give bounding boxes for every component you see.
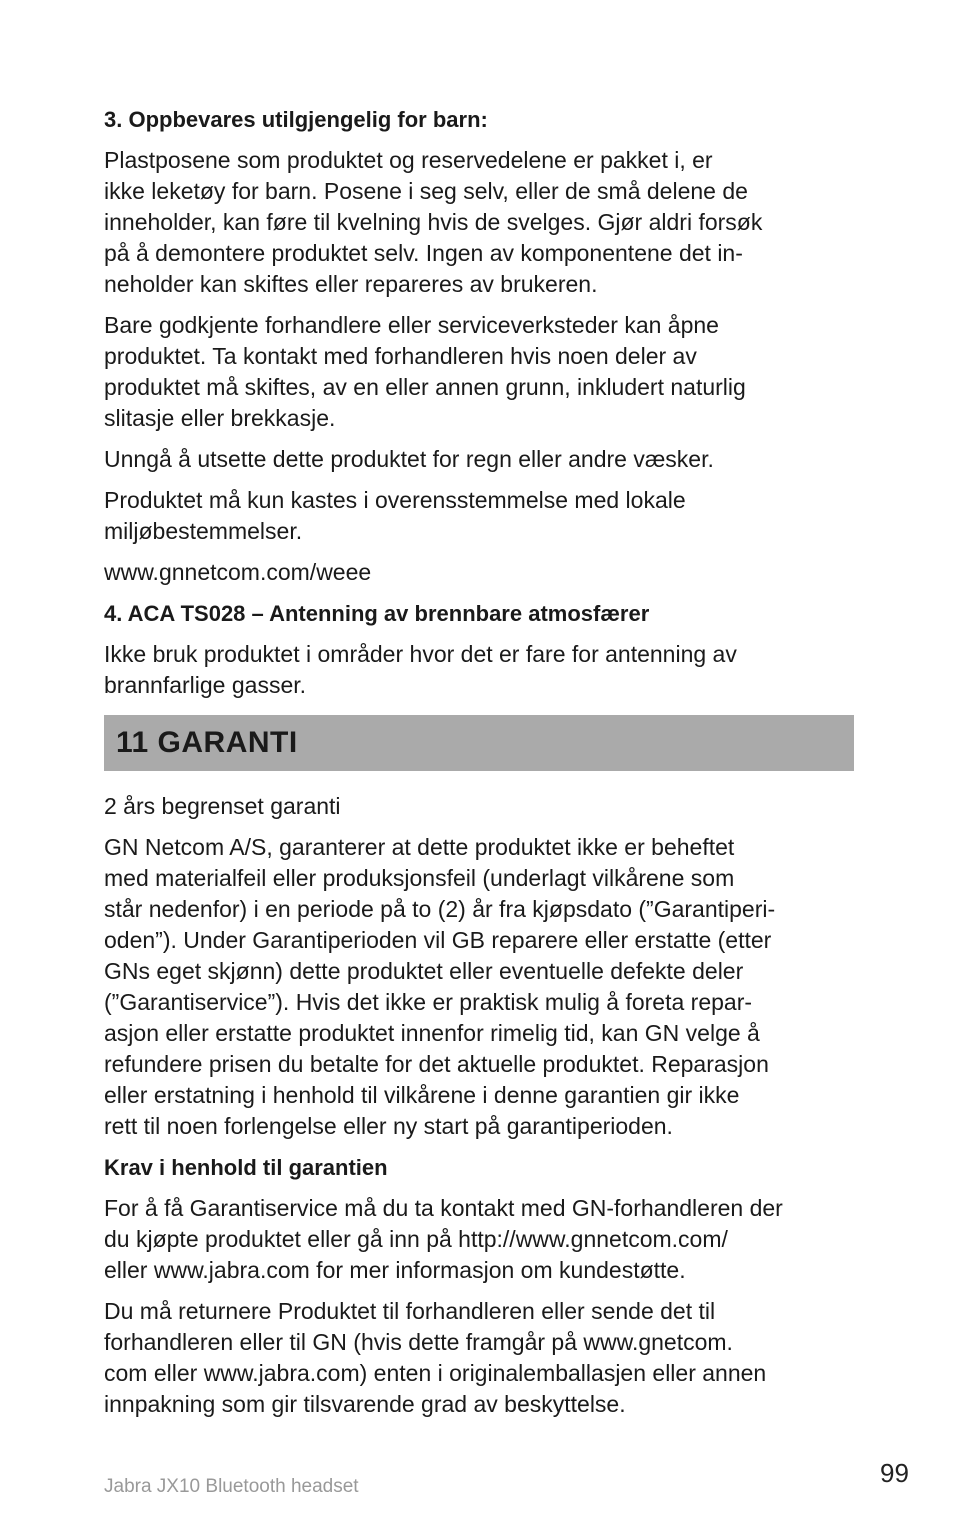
page-content [104,104,854,1430]
page-number: 99 [880,1458,909,1488]
paragraph-avoid-liquids: Unngå å utsette dette produktet for regn eller andre væsker. [104,446,714,472]
paragraph-warranty-service: For å få Garantiservice må du ta kontakt med GN-forhandleren der du kjøpte produktet eller gå inn på http://www.gnnetcom.com/ eller www.jabra.com for mer informasjon om kundestøtte. [104,1195,783,1283]
paragraph-disposal: Produktet må kun kastes i overensstemmelse med lokale miljøbestemmelser. [104,487,686,544]
heading-aca-ts028: 4. ACA TS028 – Antenning av brennbare atmosfærer [104,601,650,626]
paragraph-return-product: Du må returnere Produktet til forhandleren eller sende det til forhandleren eller til GN (hvis dette framgår på www.gnetcom. com eller www.jabra.com) enten i originalemballasjen eller annen innpakning som gir tilsvarende grad av beskyttelse. [104,1298,767,1417]
paragraph-limited-warranty: 2 års begrenset garanti [104,793,341,819]
section-title-garanti: 11 GARANTI [104,715,854,771]
heading-child-safety: 3. Oppbevares utilgjengelig for barn: [104,107,488,132]
footer-product-name: Jabra JX10 Bluetooth headset [104,1476,359,1497]
weee-link: www.gnnetcom.com/weee [104,559,372,585]
paragraph-flammable-gases: Ikke bruk produktet i områder hvor det er fare for antenning av brannfarlige gasser. [104,641,737,698]
heading-warranty-claims: Krav i henhold til garantien [104,1155,388,1180]
paragraph-plastic-bags: Plastposene som produktet og reservedelene er pakket i, er ikke leketøy for barn. Posene i seg selv, eller de små delene de inneholder, kan føre til kvelning hvis de svelges. Gjør aldri forsøk på å demontere produktet selv. Ingen av komponentene det in- neholder kan skiftes eller repareres av brukeren. [104,147,763,297]
paragraph-warranty-terms: GN Netcom A/S, garanterer at dette produktet ikke er beheftet med materialfeil eller produksjonsfeil (underlagt vilkårene som står nedenfor) i en periode på to (2) år fra kjøpsdato (”Garantiperi- oden”). Under Garantiperioden vil GB reparere eller erstatte (etter GNs eget skjønn) dette produktet eller eventuelle defekte deler (”Garantiservice”). Hvis det ikke er praktisk mulig å foreta repar- asjon eller erstatte produktet innenfor rimelig tid, kan GN velge å refundere prisen du betalte for det aktuelle produktet. Reparasjon eller erstatning i henhold til vilkårene i denne garantien gir ikke rett til noen forlengelse eller ny start på garantiperioden. [104,834,776,1139]
paragraph-authorized-dealers: Bare godkjente forhandlere eller serviceverksteder kan åpne produktet. Ta kontakt med forhandleren hvis noen deler av produktet må skiftes, av en eller annen grunn, inkludert naturlig slitasje eller brekkasje. [104,312,746,431]
